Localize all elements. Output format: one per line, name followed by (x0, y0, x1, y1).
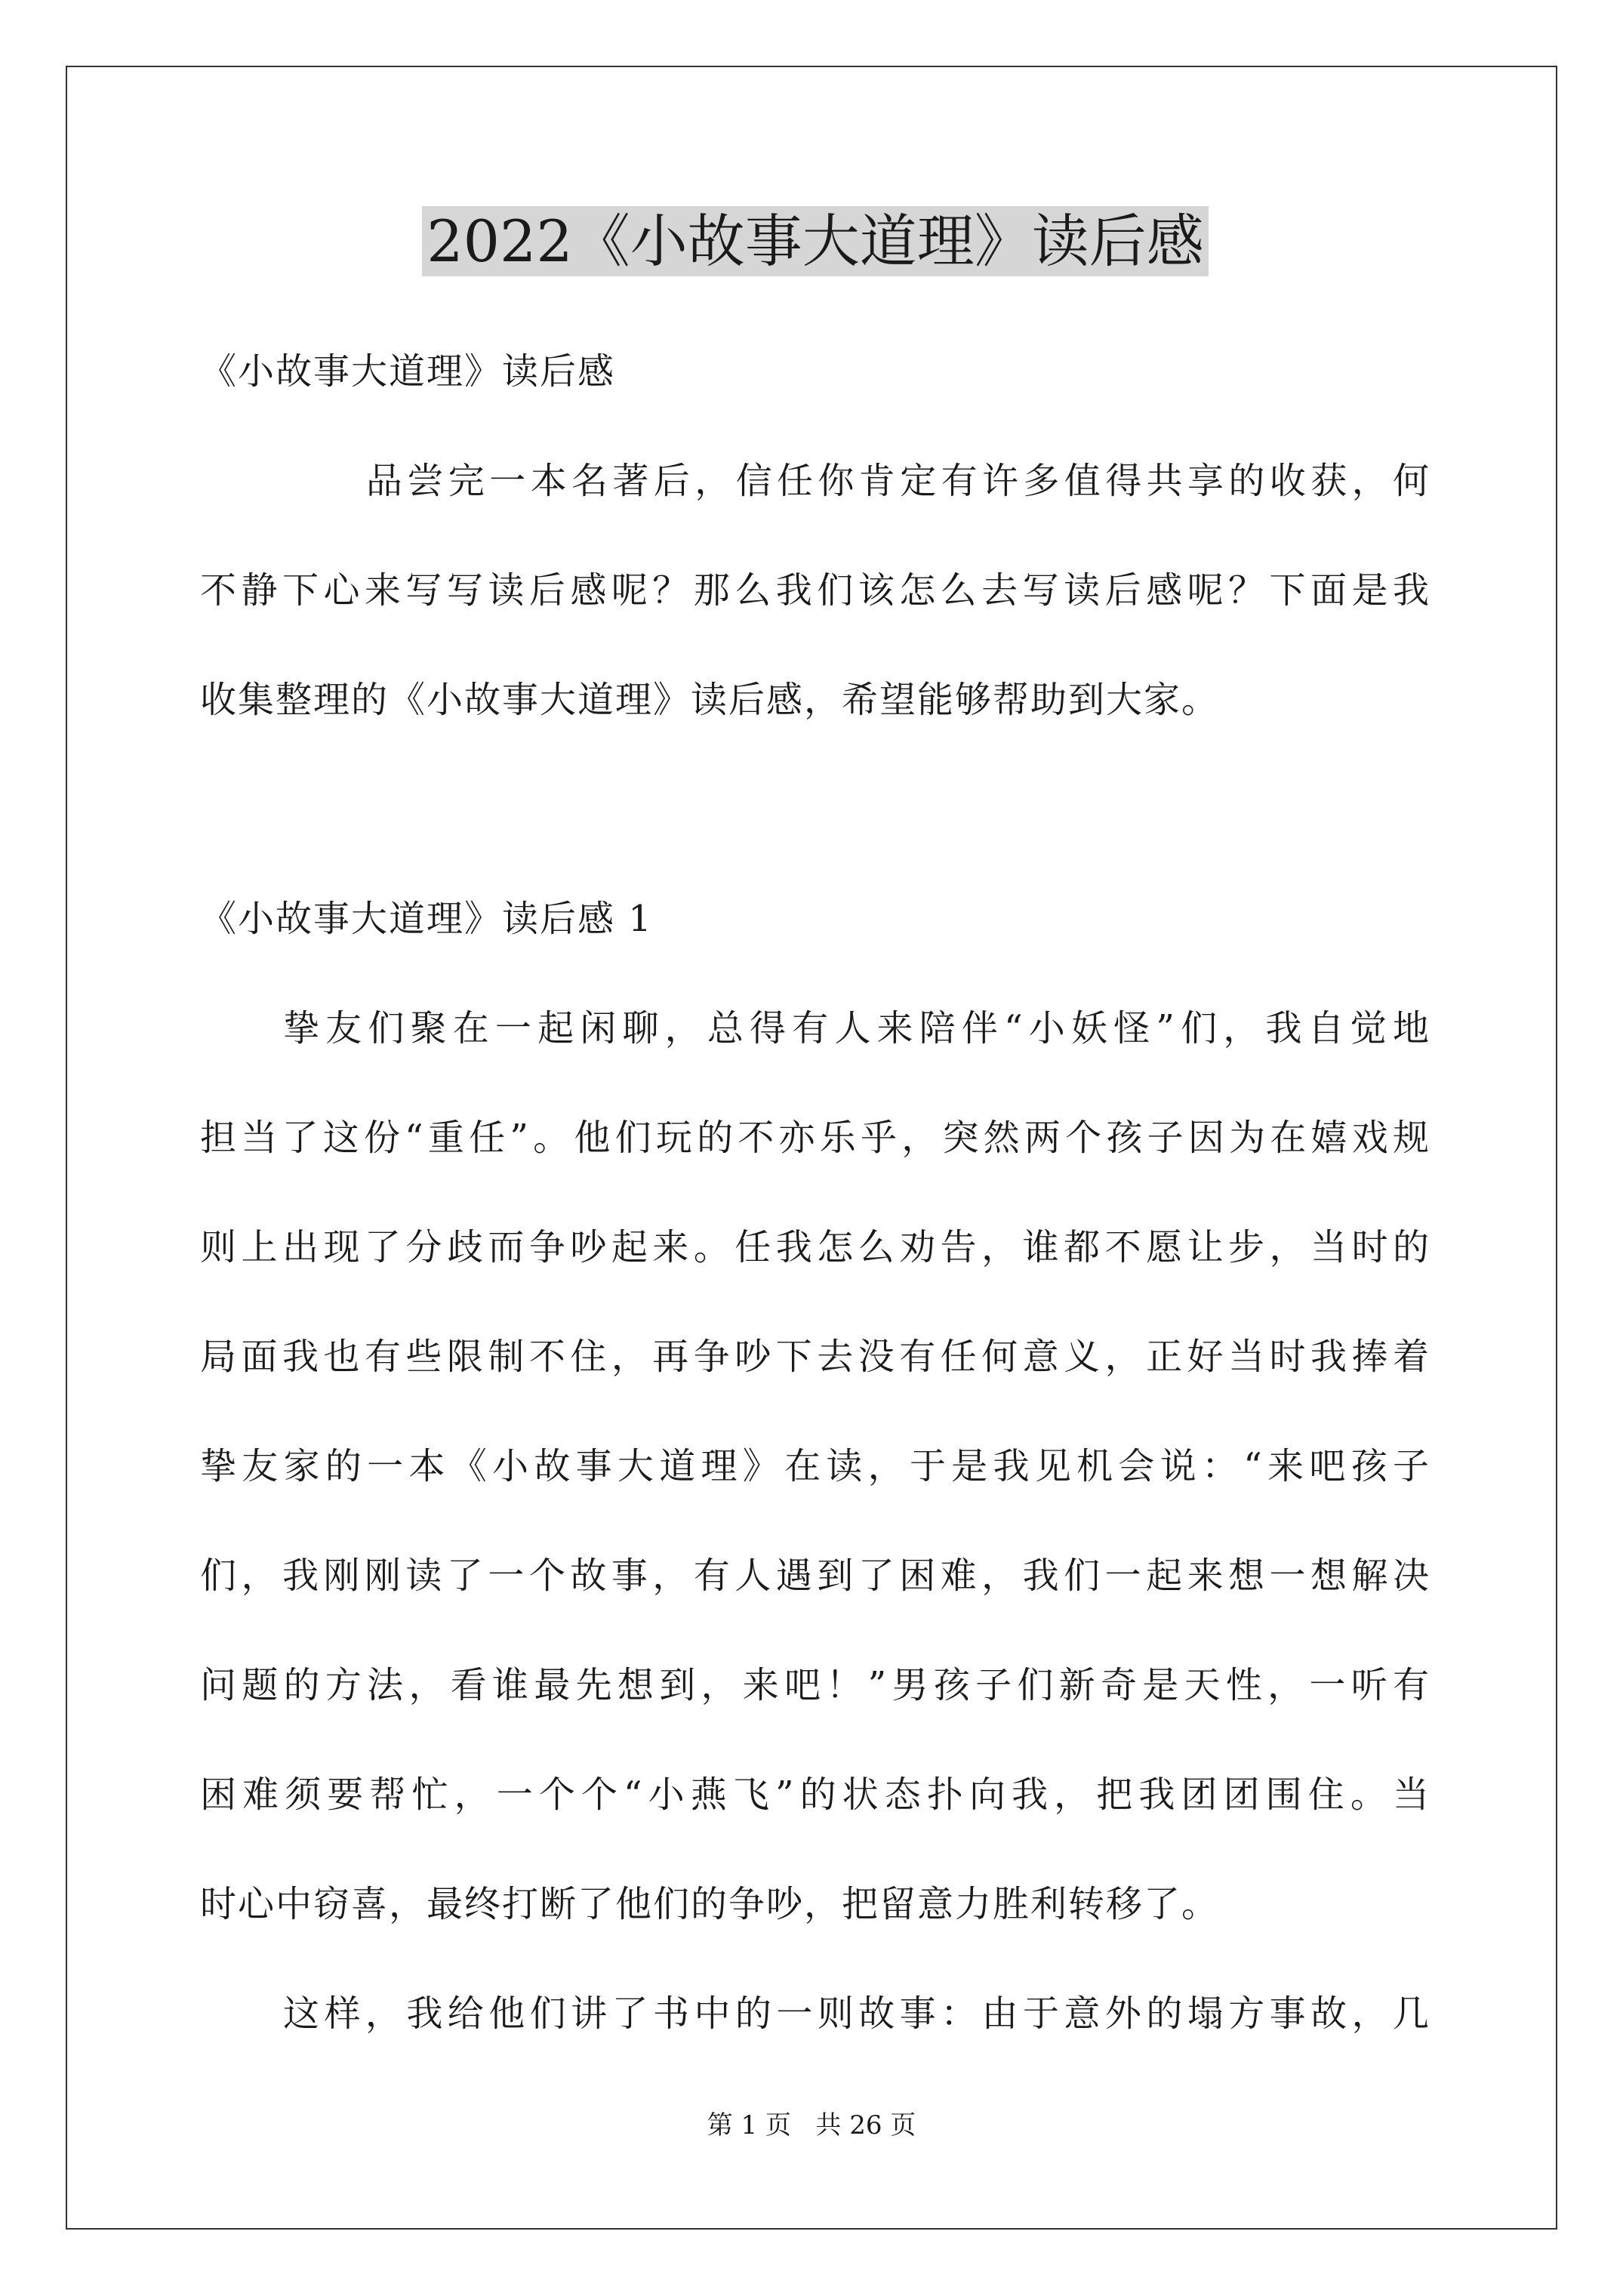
paragraph-line: 这样，我给他们讲了书中的一则故事：由于意外的塌方事故，几 (283, 1992, 1431, 2035)
paragraph-line: 担当了这份“重任”。他们玩的不亦乐乎，突然两个孩子因为在嬉戏规 (200, 1117, 1431, 1159)
blank-line (200, 755, 1431, 864)
document-title (200, 196, 1431, 287)
paragraph-line: 时心中窃喜，最终打断了他们的争吵，把留意力胜利转移了。 (200, 1883, 1220, 1925)
intro-line: 品尝完一本名著后，信任你肯定有许多值得共享的收获，何 (366, 460, 1431, 502)
paragraph-line: 局面我也有些限制不住，再争吵下去没有任何意义，正好当时我捧着 (200, 1336, 1431, 1378)
paragraph-line: 困难须要帮忙，一个个“小燕飞”的状态扑向我，把我团团围住。当 (200, 1774, 1431, 1816)
page-footer (0, 2106, 1623, 2144)
document-title-text: 2022《小故事大道理》读后感 (422, 206, 1208, 276)
paragraph-line: 挚友家的一本《小故事大道理》在读，于是我见机会说：“来吧孩子 (200, 1445, 1431, 1487)
section-heading: 《小故事大道理》读后感 1 (200, 898, 653, 940)
paragraph-line: 问题的方法，看谁最先想到，来吧！”男孩子们新奇是天性，一听有 (200, 1664, 1431, 1706)
paragraph-line: 则上出现了分歧而争吵起来。任我怎么劝告，谁都不愿让步，当时的 (200, 1226, 1431, 1268)
page-total: 共 26 页 (815, 2110, 916, 2140)
paragraph-line: 们，我刚刚读了一个故事，有人遇到了困难，我们一起来想一想解决 (200, 1555, 1431, 1597)
paragraph-line: 挚友们聚在一起闲聊，总得有人来陪伴“小妖怪”们，我自觉地 (283, 1007, 1431, 1049)
document-body (200, 196, 1431, 2069)
intro-line: 不静下心来写写读后感呢？那么我们该怎么去写读后感呢？下面是我 (200, 569, 1431, 612)
page-number: 第 1 页 (707, 2110, 791, 2140)
intro-line: 收集整理的《小故事大道理》读后感，希望能够帮助到大家。 (200, 679, 1220, 721)
footer-gap (791, 2110, 815, 2140)
intro-heading: 《小故事大道理》读后感 (200, 350, 616, 393)
